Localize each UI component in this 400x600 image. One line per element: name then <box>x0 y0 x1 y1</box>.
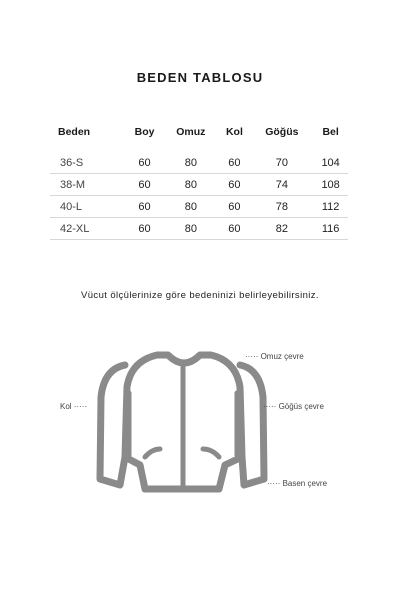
page-title: BEDEN TABLOSU <box>136 70 264 85</box>
dotted-leader: ····· <box>245 352 259 361</box>
table-cell: 70 <box>250 144 313 174</box>
table-cell: 60 <box>218 196 250 218</box>
table-row <box>50 196 348 218</box>
dotted-leader: ····· <box>73 402 88 411</box>
table-cell: 60 <box>218 144 250 174</box>
column-header: Omuz <box>176 126 206 138</box>
table-cell: 60 <box>126 218 164 240</box>
right-pocket <box>203 449 219 457</box>
table-row <box>50 144 348 174</box>
table-row <box>50 174 348 196</box>
omuz-label: ····· Omuz çevre <box>245 352 304 361</box>
column-header: Göğüs <box>265 126 299 138</box>
table-cell: 60 <box>126 174 164 196</box>
dotted-leader: ····· <box>267 479 281 488</box>
table-cell: 104 <box>313 144 348 174</box>
table-cell: 112 <box>313 196 348 218</box>
table-cell: 80 <box>163 218 218 240</box>
kol-label: Kol ····· <box>60 402 88 411</box>
table-cell: 60 <box>218 218 250 240</box>
column-header: Bel <box>322 126 339 138</box>
size-table <box>50 120 348 240</box>
table-row <box>50 218 348 240</box>
table-cell: 38-M <box>50 174 126 196</box>
column-header: Boy <box>134 126 155 138</box>
table-cell: 80 <box>163 144 218 174</box>
left-sleeve-outline <box>100 365 125 485</box>
table-cell: 80 <box>163 174 218 196</box>
table-cell: 78 <box>250 196 313 218</box>
table-cell: 42-XL <box>50 218 126 240</box>
table-header-row <box>50 120 348 144</box>
table-cell: 116 <box>313 218 348 240</box>
table-cell: 82 <box>250 218 313 240</box>
table-cell: 36-S <box>50 144 126 174</box>
table-cell: 74 <box>250 174 313 196</box>
table-cell: 40-L <box>50 196 126 218</box>
jacket-illustration <box>0 345 400 505</box>
table-cell: 60 <box>218 174 250 196</box>
column-header: Beden <box>58 126 91 138</box>
table-cell: 80 <box>163 196 218 218</box>
table-cell: 60 <box>126 196 164 218</box>
measurement-note: Vücut ölçülerinize göre bedeninizi belirleyebilirsiniz. <box>81 290 319 301</box>
table-cell: 60 <box>126 144 164 174</box>
column-header: Kol <box>225 126 243 138</box>
table-cell: 108 <box>313 174 348 196</box>
gogus-label: ····· Göğüs çevre <box>263 402 324 411</box>
basen-label: ····· Basen çevre <box>267 479 328 488</box>
left-pocket <box>145 449 160 457</box>
garment-diagram <box>0 345 400 505</box>
dotted-leader: ····· <box>263 402 277 411</box>
